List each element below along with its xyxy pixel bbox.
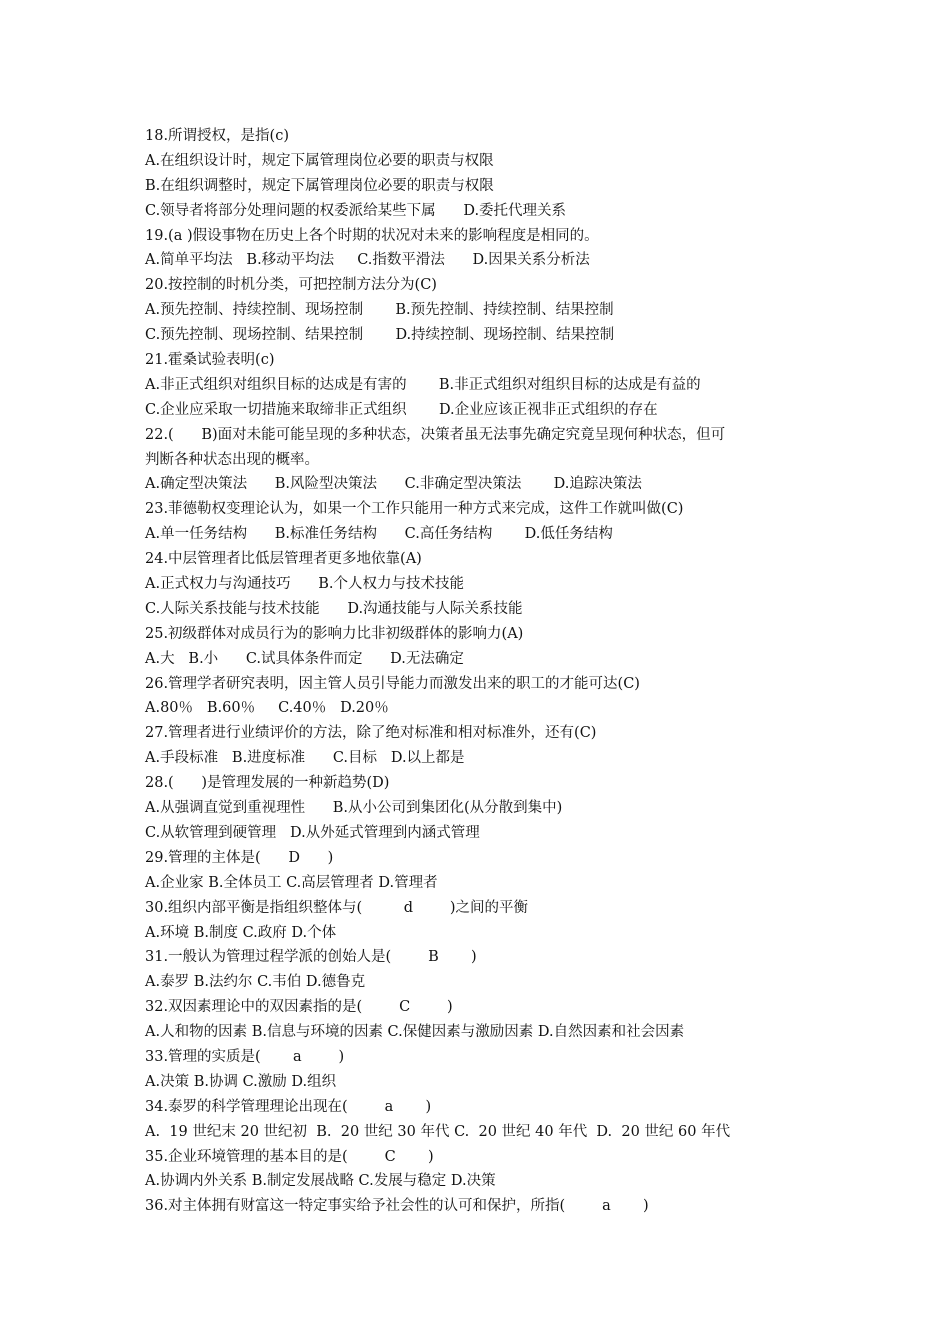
text-line: A.确定型决策法 B.风险型决策法 C.非确定型决策法 D.追踪决策法 <box>145 476 642 493</box>
text-line: A.正式权力与沟通技巧 B.个人权力与技术技能 <box>145 576 464 593</box>
text-line: 21.霍桑试验表明(c) <box>145 352 275 369</box>
text-line: A.大 B.小 C.试具体条件而定 D.无法确定 <box>145 650 464 667</box>
text-line: 19.(a )假设事物在历史上各个时期的状况对未来的影响程度是相同的。 <box>145 227 599 244</box>
text-line: 29.管理的主体是( D ) <box>145 849 334 866</box>
text-line: 20.按控制的时机分类，可把控制方法分为(C) <box>145 277 437 294</box>
text-line: 26.管理学者研究表明，因主管人员引导能力而激发出来的职工的才能可达(C) <box>145 675 640 692</box>
text-line: 32.双因素理论中的双因素指的是( C ) <box>145 999 453 1016</box>
text-line: A.环境 B.制度 C.政府 D.个体 <box>145 924 337 941</box>
text-line: C.人际关系技能与技术技能 D.沟通技能与人际关系技能 <box>145 600 523 617</box>
question-list <box>145 124 825 1219</box>
text-line: 36.对主体拥有财富这一特定事实给予社会性的认可和保护，所指( a ) <box>145 1198 649 1215</box>
text-line: 25.初级群体对成员行为的影响力比非初级群体的影响力(A) <box>145 625 524 642</box>
text-line: 34.泰罗的科学管理理论出现在( a ) <box>145 1098 432 1115</box>
text-line: A.单一任务结构 B.标准任务结构 C.高任务结构 D.低任务结构 <box>145 526 613 543</box>
text-line: A.协调内外关系 B.制定发展战略 C.发展与稳定 D.决策 <box>145 1173 496 1190</box>
text-line: 33.管理的实质是( a ) <box>145 1048 345 1065</box>
text-line: A.企业家 B.全体员工 C.高层管理者 D.管理者 <box>145 874 438 891</box>
text-line: A.从强调直觉到重视理性 B.从小公司到集团化(从分散到集中) <box>145 800 563 817</box>
text-line: 31.一般认为管理过程学派的创始人是( B ) <box>145 949 477 966</box>
text-line: A.非正式组织对组织目标的达成是有害的 B.非正式组织对组织目标的达成是有益的 <box>145 376 701 393</box>
text-line: C.预先控制、现场控制、结果控制 D.持续控制、现场控制、结果控制 <box>145 327 615 344</box>
text-line: 27.管理者进行业绩评价的方法，除了绝对标准和相对标准外，还有(C) <box>145 725 597 742</box>
text-line: 24.中层管理者比低层管理者更多地依靠(A) <box>145 551 422 568</box>
text-line: A. 19 世纪末 20 世纪初 B. 20 世纪 30 年代 C. 20 世纪 40 年代 D. 20 世纪 60 年代 <box>145 1123 731 1140</box>
text-line: 18.所谓授权，是指(c) <box>145 128 289 144</box>
text-line: B.在组织调整时，规定下属管理岗位必要的职责与权限 <box>145 177 494 194</box>
text-line: 判断各种状态出现的概率。 <box>145 451 319 468</box>
text-line: A.简单平均法 B.移动平均法 C.指数平滑法 D.因果关系分析法 <box>145 252 590 269</box>
text-line: A.人和物的因素 B.信息与环境的因素 C.保健因素与激励因素 D.自然因素和社会因素 <box>145 1024 685 1041</box>
text-line: C.领导者将部分处理问题的权委派给某些下属 D.委托代理关系 <box>145 202 567 219</box>
text-line: 23.菲德勒权变理论认为，如果一个工作只能用一种方式来完成，这件工作就叫做(C) <box>145 501 684 518</box>
text-line: 28.( )是管理发展的一种新趋势(D) <box>145 775 390 792</box>
text-line: A.80％ B.60％ C.40％ D.20％ <box>145 700 389 717</box>
text-line: C.从软管理到硬管理 D.从外延式管理到内涵式管理 <box>145 824 480 841</box>
text-line: 22.( B)面对未能可能呈现的多种状态，决策者虽无法事先确定究竟呈现何种状态，但可 <box>145 426 726 443</box>
text-line: C.企业应采取一切措施来取缔非正式组织 D.企业应该正视非正式组织的存在 <box>145 401 658 418</box>
text-line: 35.企业环境管理的基本目的是( C ) <box>145 1148 434 1165</box>
text-line: A.手段标准 B.进度标准 C.目标 D.以上都是 <box>145 750 465 767</box>
text-line: A.在组织设计时，规定下属管理岗位必要的职责与权限 <box>145 152 494 169</box>
text-line: A.预先控制、持续控制、现场控制 B.预先控制、持续控制、结果控制 <box>145 302 614 319</box>
text-line: A.决策 B.协调 C.激励 D.组织 <box>145 1073 337 1090</box>
text-line: 30.组织内部平衡是指组织整体与( d )之间的平衡 <box>145 899 529 916</box>
text-line: A.泰罗 B.法约尔 C.韦伯 D.德鲁克 <box>145 974 366 991</box>
